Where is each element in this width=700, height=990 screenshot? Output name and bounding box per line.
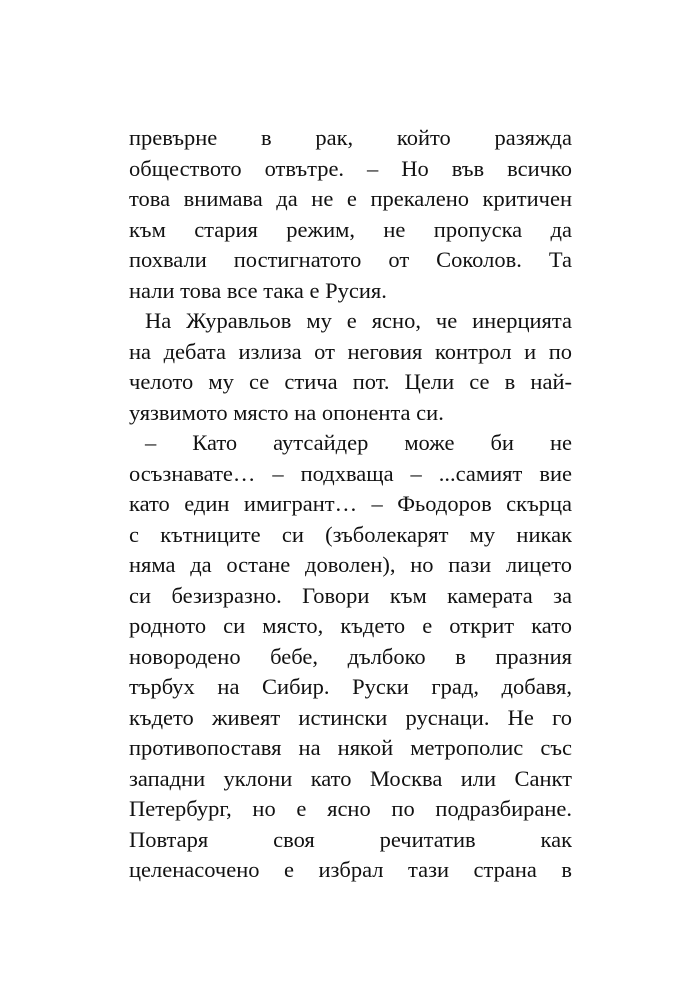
text-line: На Журавльов му е ясно, че инерцията [145,308,572,333]
text-line: си безизразно. Говори към камерата за [129,582,572,608]
text-line: това внимава да не е прекалено критичен [129,186,572,211]
text-line: към стария режим, не пропуска да [129,216,572,242]
text-line: превърне в рак, който разяжда [129,125,572,150]
text-line: новородено бебе, дълбоко в празния [129,643,572,669]
text-line: – Като аутсайдер може би не [145,430,572,455]
text-line: обществото отвътре. – Но във всичко [129,155,572,181]
text-line: челото му се стича пот. Цели се в най- [129,369,572,394]
text-line: Повтаря своя речитатив как [129,826,572,852]
text-line: западни уклони като Москва или Санкт [129,765,572,791]
text-line: на дебата излиза от неговия контрол и по [129,338,572,364]
text-line: похвали постигнатото от Соколов. Та [129,247,572,272]
text-line: нали това все така е Русия. [129,277,387,303]
text-line: Петербург, но е ясно по подразбиране. [129,796,572,821]
text-line: с кътниците си (зъболекарят му никак [129,521,572,547]
text-line: уязвимото място на опонента си. [129,399,444,425]
text-line: като един имигрант… – Фьодоров скърца [129,491,572,516]
text-line: целенасочено е избрал тази страна в [129,857,572,882]
text-line: няма да остане доволен), но пази лицето [129,552,572,577]
text-line: където живеят истински руснаци. Не го [129,704,572,730]
text-line: осъзнавате… – подхваща – ...самият вие [129,460,572,486]
book-page-text [129,123,572,886]
text-line: противопоставя на някой метрополис със [129,735,572,760]
text-line: родното си място, където е открит като [129,613,572,638]
text-line: търбух на Сибир. Руски град, добавя, [129,674,572,699]
